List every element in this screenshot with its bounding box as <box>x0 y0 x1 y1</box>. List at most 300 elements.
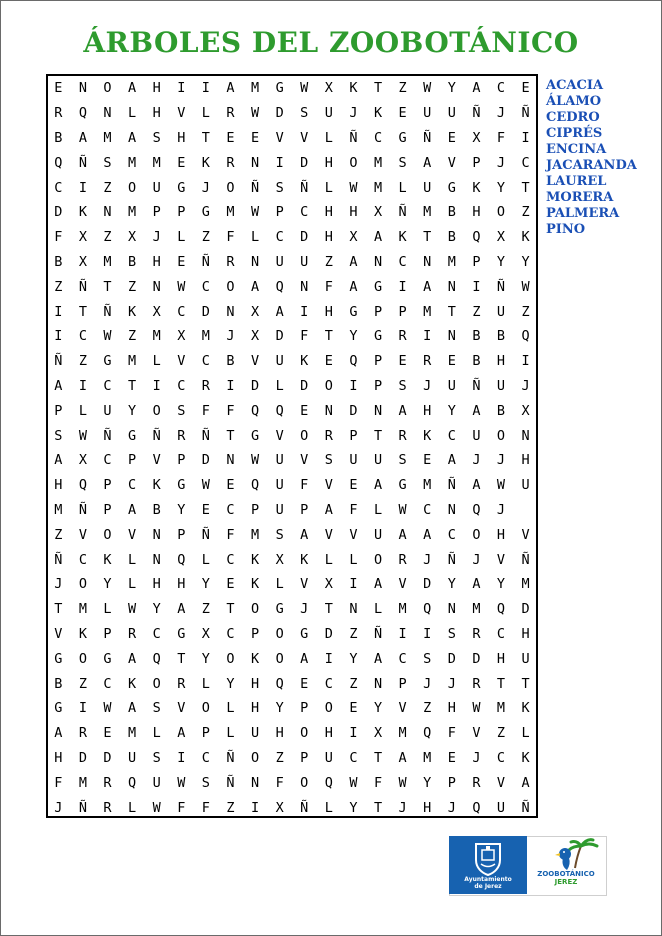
grid-letter: L <box>201 105 210 122</box>
grid-letter: W <box>177 774 186 791</box>
grid-letter: K <box>250 650 260 667</box>
grid-letter: H <box>496 650 506 667</box>
grid-letter: Ñ <box>103 427 112 444</box>
word-item: CIPRÉS <box>546 126 603 141</box>
grid-letter: E <box>447 749 456 766</box>
grid-letter: W <box>103 700 112 717</box>
grid-letter: F <box>373 774 383 791</box>
grid-letter: O <box>472 526 481 543</box>
grid-letter: Y <box>152 601 161 618</box>
grid-letter: F <box>201 402 210 419</box>
grid-letter: Z <box>103 229 112 246</box>
grid-letter: C <box>103 452 112 469</box>
grid-letter: U <box>373 452 383 469</box>
grid-letter: U <box>349 452 358 469</box>
grid-letter: A <box>275 303 284 320</box>
grid-letter: B <box>496 402 506 419</box>
grid-letter: U <box>324 749 333 766</box>
grid-letter: U <box>300 253 309 270</box>
grid-letter: U <box>373 526 383 543</box>
grid-letter: Z <box>398 80 407 97</box>
grid-letter: U <box>496 303 506 320</box>
grid-letter: E <box>177 253 186 270</box>
grid-letter: G <box>250 427 260 444</box>
grid-letter: M <box>103 129 112 146</box>
grid-letter: U <box>521 477 530 494</box>
grid-letter: M <box>472 601 481 618</box>
grid-letter: T <box>54 601 63 618</box>
grid-letter: J <box>201 179 210 196</box>
grid-letter: S <box>275 179 284 196</box>
grid-letter: I <box>78 377 87 394</box>
word-item: JACARANDA <box>546 158 637 173</box>
grid-letter: Z <box>496 725 506 742</box>
grid-letter: Z <box>78 675 87 692</box>
grid-letter: O <box>324 700 333 717</box>
grid-letter: M <box>54 501 63 518</box>
grid-letter: A <box>128 501 137 518</box>
grid-letter: I <box>398 625 407 642</box>
grid-letter: H <box>472 204 481 221</box>
grid-letter: L <box>152 353 161 370</box>
grid-letter: I <box>349 377 358 394</box>
grid-letter: Y <box>226 675 235 692</box>
grid-letter: Ñ <box>54 353 63 370</box>
letter-grid <box>46 76 538 820</box>
grid-letter: P <box>250 501 260 518</box>
grid-letter: M <box>128 353 137 370</box>
grid-letter: P <box>250 625 260 642</box>
grid-letter: C <box>226 551 235 568</box>
grid-letter: D <box>250 377 260 394</box>
grid-letter: H <box>177 576 186 593</box>
grid-letter: P <box>177 204 186 221</box>
grid-letter: X <box>152 303 161 320</box>
grid-letter: V <box>447 154 456 171</box>
grid-letter: H <box>152 80 161 97</box>
grid-letter: Z <box>201 229 210 246</box>
grid-letter: K <box>78 204 87 221</box>
grid-letter: B <box>152 501 161 518</box>
grid-letter: O <box>324 377 333 394</box>
grid-letter: Ñ <box>423 129 432 146</box>
grid-letter: C <box>128 477 137 494</box>
grid-letter: I <box>177 749 186 766</box>
grid-letter: U <box>423 105 432 122</box>
grid-letter: Q <box>78 477 87 494</box>
grid-letter: J <box>300 601 309 618</box>
word-list <box>546 78 637 238</box>
grid-letter: S <box>447 625 456 642</box>
grid-letter: M <box>373 154 383 171</box>
grid-letter: Q <box>275 402 284 419</box>
grid-letter: J <box>472 452 481 469</box>
grid-letter: I <box>423 328 432 345</box>
grid-letter: J <box>54 799 63 816</box>
grid-row <box>46 795 538 820</box>
grid-letter: V <box>496 774 506 791</box>
grid-letter: W <box>398 774 407 791</box>
grid-letter: Z <box>128 328 137 345</box>
grid-letter: I <box>78 700 87 717</box>
grid-letter: M <box>521 576 530 593</box>
grid-letter: R <box>398 427 407 444</box>
grid-letter: G <box>447 179 456 196</box>
grid-letter: Y <box>349 650 358 667</box>
grid-letter: Y <box>496 253 506 270</box>
grid-letter: N <box>324 402 333 419</box>
grid-letter: C <box>324 675 333 692</box>
grid-letter: Y <box>496 576 506 593</box>
grid-letter: M <box>447 253 456 270</box>
grid-letter: H <box>54 749 63 766</box>
grid-letter: E <box>300 402 309 419</box>
grid-letter: G <box>103 353 112 370</box>
grid-letter: X <box>275 551 284 568</box>
grid-letter: A <box>226 80 235 97</box>
grid-letter: F <box>54 229 63 246</box>
grid-letter: W <box>103 328 112 345</box>
grid-letter: W <box>128 601 137 618</box>
grid-letter: X <box>78 229 87 246</box>
grid-letter: G <box>398 477 407 494</box>
grid-letter: M <box>226 204 235 221</box>
grid-letter: M <box>103 253 112 270</box>
grid-letter: I <box>300 303 309 320</box>
grid-letter: L <box>128 799 137 816</box>
grid-letter: R <box>54 105 63 122</box>
grid-letter: Ñ <box>78 799 87 816</box>
grid-letter: N <box>250 774 260 791</box>
grid-letter: C <box>496 749 506 766</box>
grid-letter: Z <box>521 303 530 320</box>
grid-letter: I <box>472 278 481 295</box>
grid-letter: Ñ <box>201 253 210 270</box>
grid-letter: Q <box>177 551 186 568</box>
grid-letter: A <box>373 229 383 246</box>
grid-letter: H <box>423 799 432 816</box>
grid-letter: F <box>275 774 284 791</box>
grid-letter: M <box>496 700 506 717</box>
grid-letter: F <box>226 402 235 419</box>
grid-letter: F <box>349 501 358 518</box>
grid-letter: M <box>423 477 432 494</box>
grid-letter: T <box>373 799 383 816</box>
grid-letter: P <box>373 353 383 370</box>
grid-letter: Z <box>349 675 358 692</box>
grid-letter: E <box>300 675 309 692</box>
grid-letter: K <box>201 154 210 171</box>
grid-letter: W <box>300 80 309 97</box>
grid-letter: A <box>423 278 432 295</box>
grid-letter: Y <box>201 576 210 593</box>
grid-letter: S <box>398 377 407 394</box>
grid-letter: Ñ <box>226 749 235 766</box>
grid-letter: J <box>472 749 481 766</box>
grid-letter: D <box>300 229 309 246</box>
grid-letter: A <box>54 725 63 742</box>
grid-letter: D <box>521 601 530 618</box>
grid-row <box>46 522 538 547</box>
grid-letter: U <box>275 253 284 270</box>
grid-letter: T <box>78 303 87 320</box>
grid-letter: Q <box>521 328 530 345</box>
grid-letter: F <box>177 799 186 816</box>
grid-letter: L <box>398 179 407 196</box>
grid-letter: J <box>472 551 481 568</box>
grid-letter: J <box>54 576 63 593</box>
grid-letter: J <box>423 551 432 568</box>
grid-letter: N <box>152 551 161 568</box>
grid-letter: I <box>177 80 186 97</box>
grid-letter: A <box>128 650 137 667</box>
grid-letter: R <box>103 799 112 816</box>
grid-letter: Q <box>349 353 358 370</box>
grid-letter: T <box>423 229 432 246</box>
grid-letter: I <box>201 80 210 97</box>
grid-letter: U <box>447 377 456 394</box>
grid-letter: Z <box>201 601 210 618</box>
grid-letter: Z <box>423 700 432 717</box>
grid-letter: X <box>373 204 383 221</box>
grid-letter: X <box>373 725 383 742</box>
grid-letter: T <box>201 129 210 146</box>
grid-letter: M <box>423 749 432 766</box>
grid-letter: W <box>250 204 260 221</box>
grid-letter: P <box>472 253 481 270</box>
grid-letter: D <box>423 576 432 593</box>
grid-letter: U <box>496 377 506 394</box>
grid-letter: H <box>324 229 333 246</box>
grid-letter: A <box>177 601 186 618</box>
page-title: ÁRBOLES DEL ZOOBOTÁNICO <box>83 26 579 59</box>
grid-letter: B <box>128 253 137 270</box>
grid-letter: P <box>103 501 112 518</box>
grid-letter: R <box>78 725 87 742</box>
grid-letter: P <box>103 477 112 494</box>
grid-letter: Q <box>78 105 87 122</box>
grid-letter: Ñ <box>78 501 87 518</box>
grid-letter: A <box>250 278 260 295</box>
grid-letter: Z <box>275 749 284 766</box>
grid-letter: Y <box>128 402 137 419</box>
grid-letter: O <box>201 700 210 717</box>
grid-letter: Ñ <box>226 774 235 791</box>
grid-letter: K <box>103 551 112 568</box>
grid-letter: B <box>472 353 481 370</box>
grid-letter: P <box>373 377 383 394</box>
grid-letter: M <box>398 725 407 742</box>
grid-letter: K <box>250 551 260 568</box>
grid-letter: L <box>103 601 112 618</box>
grid-letter: R <box>201 377 210 394</box>
grid-letter: S <box>398 154 407 171</box>
grid-letter: K <box>472 179 481 196</box>
grid-letter: P <box>300 749 309 766</box>
grid-letter: J <box>521 377 530 394</box>
grid-letter: Ñ <box>103 303 112 320</box>
grid-letter: U <box>324 105 333 122</box>
grid-letter: X <box>521 402 530 419</box>
grid-letter: Ñ <box>54 551 63 568</box>
grid-letter: U <box>275 477 284 494</box>
grid-letter: R <box>324 427 333 444</box>
grid-letter: Y <box>447 402 456 419</box>
grid-letter: Ñ <box>300 799 309 816</box>
grid-letter: L <box>226 700 235 717</box>
grid-row <box>46 423 538 448</box>
grid-letter: G <box>373 278 383 295</box>
grid-letter: V <box>300 129 309 146</box>
grid-letter: H <box>447 700 456 717</box>
grid-letter: T <box>128 377 137 394</box>
grid-letter: K <box>300 551 309 568</box>
grid-letter: S <box>152 129 161 146</box>
grid-letter: I <box>521 353 530 370</box>
grid-letter: F <box>324 278 333 295</box>
grid-letter: S <box>201 774 210 791</box>
grid-letter: I <box>275 154 284 171</box>
grid-letter: O <box>300 427 309 444</box>
grid-letter: M <box>250 526 260 543</box>
grid-letter: T <box>373 427 383 444</box>
grid-letter: Q <box>472 501 481 518</box>
grid-letter: Q <box>250 477 260 494</box>
word-item: MORERA <box>546 190 614 205</box>
grid-letter: R <box>226 154 235 171</box>
grid-letter: Ñ <box>521 105 530 122</box>
grid-letter: L <box>373 601 383 618</box>
grid-letter: S <box>54 427 63 444</box>
grid-letter: Ñ <box>496 278 506 295</box>
grid-letter: S <box>423 650 432 667</box>
grid-letter: N <box>103 204 112 221</box>
grid-letter: F <box>496 129 506 146</box>
grid-letter: D <box>201 303 210 320</box>
grid-letter: O <box>103 526 112 543</box>
grid-letter: M <box>152 154 161 171</box>
grid-letter: A <box>373 477 383 494</box>
grid-letter: X <box>177 328 186 345</box>
grid-letter: W <box>349 179 358 196</box>
grid-letter: K <box>128 675 137 692</box>
grid-row <box>46 646 538 671</box>
grid-letter: I <box>152 377 161 394</box>
grid-letter: O <box>373 551 383 568</box>
grid-letter: F <box>54 774 63 791</box>
grid-letter: W <box>250 452 260 469</box>
grid-letter: B <box>472 328 481 345</box>
grid-row <box>46 696 538 721</box>
grid-letter: Q <box>275 675 284 692</box>
grid-letter: T <box>373 80 383 97</box>
grid-letter: S <box>152 749 161 766</box>
grid-letter: A <box>300 650 309 667</box>
grid-letter: P <box>54 402 63 419</box>
grid-letter: Q <box>423 601 432 618</box>
word-item: PALMERA <box>546 206 620 221</box>
grid-row <box>46 746 538 771</box>
grid-letter: C <box>226 625 235 642</box>
grid-letter: X <box>496 229 506 246</box>
grid-letter: L <box>324 799 333 816</box>
grid-letter: L <box>250 229 260 246</box>
grid-letter: D <box>349 402 358 419</box>
grid-letter: O <box>226 179 235 196</box>
grid-letter: W <box>78 427 87 444</box>
grid-letter: D <box>472 650 481 667</box>
grid-letter: N <box>152 526 161 543</box>
grid-letter: P <box>177 526 186 543</box>
grid-letter: I <box>349 576 358 593</box>
grid-letter: Z <box>472 303 481 320</box>
grid-letter: S <box>103 154 112 171</box>
grid-letter: M <box>250 80 260 97</box>
grid-letter: Q <box>275 278 284 295</box>
grid-letter: J <box>496 105 506 122</box>
grid-letter: Q <box>152 650 161 667</box>
grid-letter: B <box>447 204 456 221</box>
grid-letter: B <box>54 675 63 692</box>
grid-row <box>46 299 538 324</box>
word-item: ENCINA <box>546 142 607 157</box>
grid-letter: C <box>201 278 210 295</box>
grid-letter: N <box>423 253 432 270</box>
grid-letter: K <box>300 353 309 370</box>
grid-letter: T <box>226 427 235 444</box>
grid-letter: N <box>152 278 161 295</box>
grid-letter: C <box>78 551 87 568</box>
grid-letter: I <box>78 179 87 196</box>
grid-letter: T <box>496 675 506 692</box>
grid-letter: A <box>300 526 309 543</box>
grid-letter: N <box>447 328 456 345</box>
grid-letter: L <box>324 129 333 146</box>
grid-letter: P <box>447 774 456 791</box>
grid-letter: N <box>349 601 358 618</box>
grid-letter: J <box>349 105 358 122</box>
grid-letter: P <box>349 427 358 444</box>
grid-letter: L <box>128 576 137 593</box>
word-item: ACACIA <box>546 78 604 93</box>
grid-row <box>46 250 538 275</box>
grid-letter: Ñ <box>152 427 161 444</box>
grid-letter: W <box>152 799 161 816</box>
grid-letter: U <box>103 402 112 419</box>
grid-letter: Ñ <box>472 105 481 122</box>
grid-letter: G <box>177 179 186 196</box>
grid-letter: N <box>226 303 235 320</box>
grid-letter: Z <box>226 799 235 816</box>
grid-letter: U <box>275 452 284 469</box>
grid-letter: C <box>447 427 456 444</box>
grid-letter: Z <box>103 179 112 196</box>
grid-row <box>46 175 538 200</box>
ayuntamiento-logo <box>449 836 527 894</box>
grid-letter: V <box>472 725 481 742</box>
grid-letter: I <box>54 328 63 345</box>
grid-letter: X <box>250 328 260 345</box>
grid-letter: L <box>349 551 358 568</box>
grid-letter: P <box>177 452 186 469</box>
grid-letter: E <box>201 501 210 518</box>
grid-letter: X <box>324 576 333 593</box>
grid-letter: O <box>226 278 235 295</box>
grid-letter: Q <box>472 799 481 816</box>
grid-letter: N <box>250 154 260 171</box>
grid-letter: A <box>472 80 481 97</box>
grid-letter: R <box>103 774 112 791</box>
